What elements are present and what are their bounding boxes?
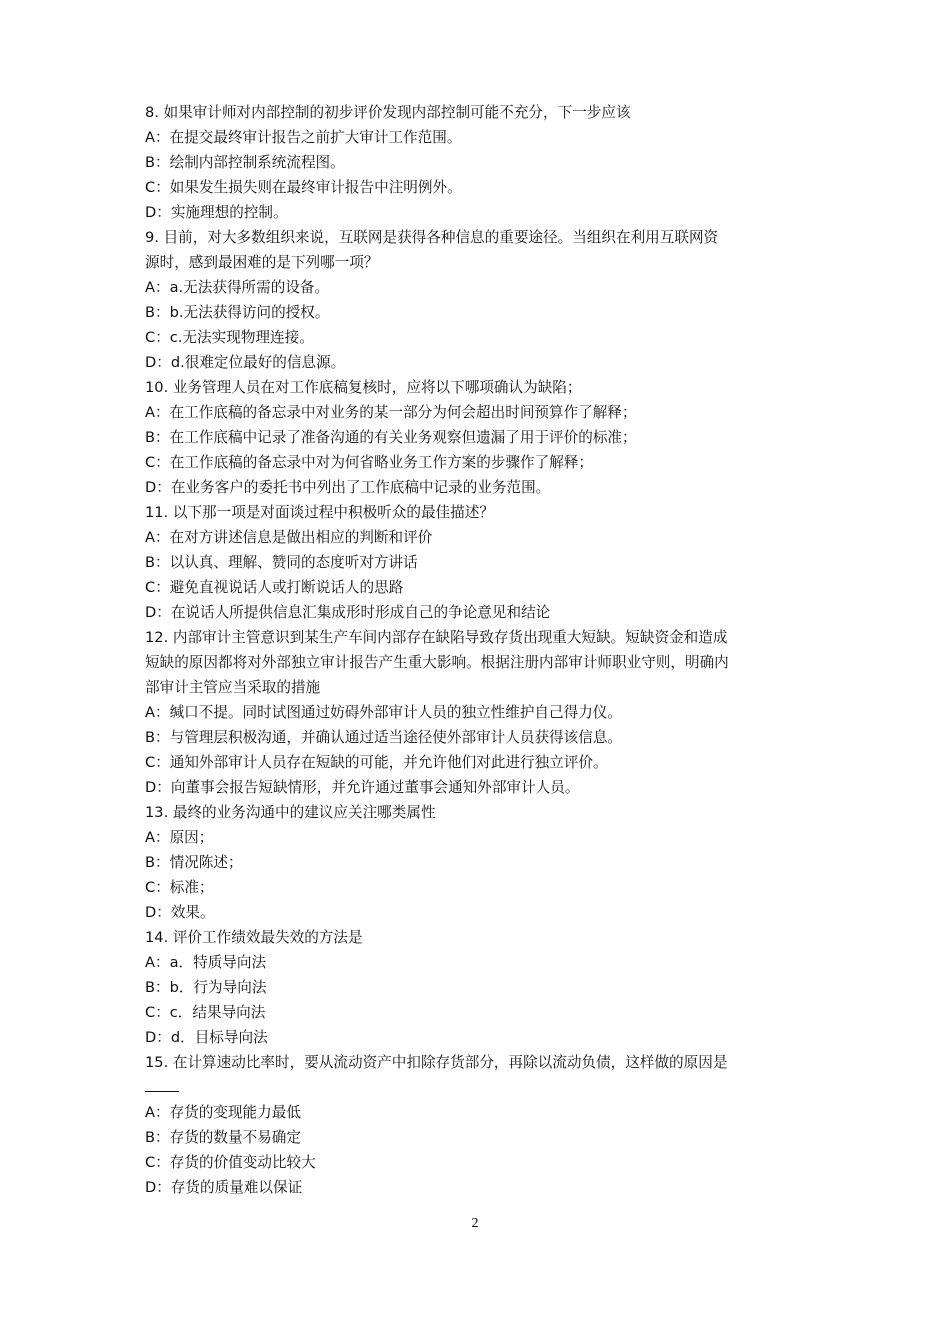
question-text: 9. 目前，对大多数组织来说，互联网是获得各种信息的重要途径。当组织在利用互联网资 — [145, 229, 719, 246]
option-c: C：存货的价值变动比较大 — [145, 1154, 316, 1171]
page-number: 2 — [471, 1216, 479, 1231]
option-a: A：在提交最终审计报告之前扩大审计工作范围。 — [145, 129, 462, 146]
option-d: D：实施理想的控制。 — [145, 204, 288, 221]
option-a: A：存货的变现能力最低 — [145, 1104, 301, 1121]
option-c: C：通知外部审计人员存在短缺的可能，并允许他们对此进行独立评价。 — [145, 754, 608, 771]
option-c: C：c.无法实现物理连接。 — [145, 329, 314, 346]
answer-blank — [145, 1077, 179, 1092]
option-a: A：在对方讲述信息是做出相应的判断和评价 — [145, 529, 433, 546]
question-text: 14. 评价工作绩效最失效的方法是 — [145, 929, 363, 946]
option-d: D：向董事会报告短缺情形，并允许通过董事会通知外部审计人员。 — [145, 779, 580, 796]
question-text: 10. 业务管理人员在对工作底稿复核时，应将以下哪项确认为缺陷； — [145, 379, 582, 396]
question-10 — [145, 375, 825, 500]
option-c: C：避免直视说话人或打断说话人的思路 — [145, 579, 404, 596]
question-text: 15. 在计算速动比率时，要从流动资产中扣除存货部分，再除以流动负债，这样做的原因是 — [145, 1054, 728, 1071]
question-list — [145, 100, 825, 1200]
option-b: B：b．行为导向法 — [145, 979, 267, 996]
option-a: A：原因； — [145, 829, 214, 846]
option-b: B：以认真、理解、赞同的态度听对方讲话 — [145, 554, 418, 571]
option-b: B：在工作底稿中记录了准备沟通的有关业务观察但遗漏了用于评价的标准； — [145, 429, 637, 446]
question-12 — [145, 625, 825, 800]
question-text: 8. 如果审计师对内部控制的初步评价发现内部控制可能不充分，下一步应该 — [145, 104, 631, 121]
option-a: A：a.无法获得所需的设备。 — [145, 279, 330, 296]
question-text: 12. 内部审计主管意识到某生产车间内部存在缺陷导致存货出现重大短缺。短缺资金和造成 — [145, 629, 728, 646]
option-d: D：在业务客户的委托书中列出了工作底稿中记录的业务范围。 — [145, 479, 551, 496]
question-11 — [145, 500, 825, 625]
option-b: B：情况陈述； — [145, 854, 243, 871]
option-c: C：c．结果导向法 — [145, 1004, 266, 1021]
option-a: A：a．特质导向法 — [145, 954, 267, 971]
question-text-continued: 源时，感到最困难的是下列哪一项？ — [145, 254, 379, 271]
option-b: B：绘制内部控制系统流程图。 — [145, 154, 345, 171]
option-b: B：与管理层积极沟通，并确认通过适当途径使外部审计人员获得该信息。 — [145, 729, 623, 746]
question-13 — [145, 800, 825, 925]
option-a: A：在工作底稿的备忘录中对业务的某一部分为何会超出时间预算作了解释； — [145, 404, 637, 421]
option-d: D：在说话人所提供信息汇集成形时形成自己的争论意见和结论 — [145, 604, 551, 621]
question-text: 11. 以下那一项是对面谈过程中积极听众的最佳描述？ — [145, 504, 494, 521]
option-d: D：效果。 — [145, 904, 215, 921]
option-d: D：d．目标导向法 — [145, 1029, 268, 1046]
question-text-continued: 短缺的原因都将对外部独立审计报告产生重大影响。根据注册内部审计师职业守则，明确内 — [145, 654, 729, 671]
option-c: C：如果发生损失则在最终审计报告中注明例外。 — [145, 179, 462, 196]
question-text: 13. 最终的业务沟通中的建议应关注哪类属性 — [145, 804, 436, 821]
option-b: B：b.无法获得访问的授权。 — [145, 304, 330, 321]
option-c: C：在工作底稿的备忘录中对为何省略业务工作方案的步骤作了解释； — [145, 454, 594, 471]
answer-blank-line — [145, 1075, 825, 1100]
question-15 — [145, 1050, 825, 1200]
option-d: D：d.很难定位最好的信息源。 — [145, 354, 346, 371]
question-8 — [145, 100, 825, 225]
option-a: A：缄口不提。同时试图通过妨碍外部审计人员的独立性维护自己得力仪。 — [145, 704, 622, 721]
question-text-continued: 部审计主管应当采取的措施 — [145, 679, 321, 696]
option-d: D：存货的质量难以保证 — [145, 1179, 303, 1196]
option-c: C：标准； — [145, 879, 214, 896]
question-9 — [145, 225, 825, 375]
option-b: B：存货的数量不易确定 — [145, 1129, 301, 1146]
question-14 — [145, 925, 825, 1050]
